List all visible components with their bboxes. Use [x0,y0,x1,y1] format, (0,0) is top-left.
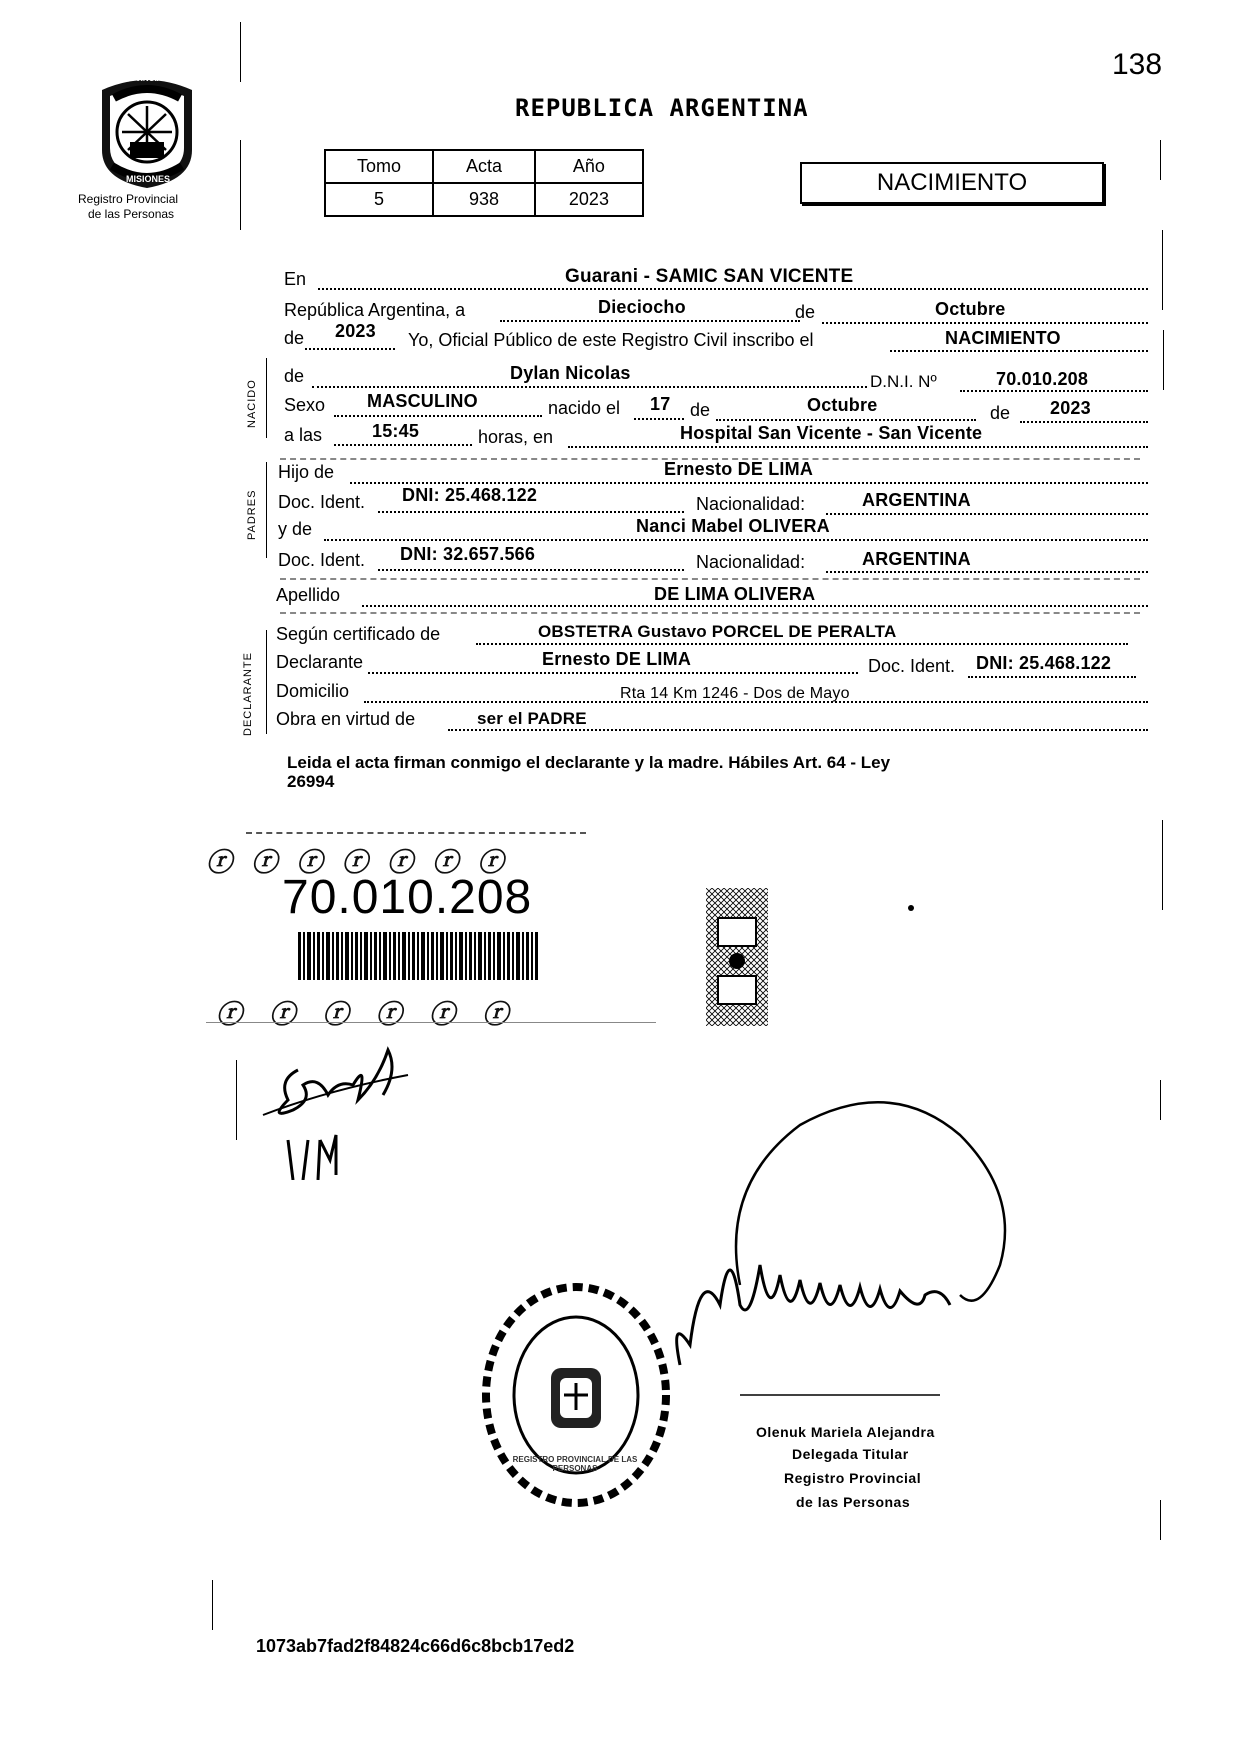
declarant-document: DNI: 25.468.122 [976,653,1112,673]
label-en: En [284,269,307,289]
officer-office-line2: de las Personas [796,1494,911,1510]
country-title: REPUBLICA ARGENTINA [515,94,809,122]
label-nacido-el: nacido el [548,398,621,418]
birth-day: 17 [650,394,671,414]
registry-mark-icon: ⓡ [477,847,510,877]
dotted-line [968,676,1136,678]
official-stamp-icon [476,1280,676,1510]
dotted-line [634,418,684,420]
label-nacionalidad-2: Nacionalidad: [696,552,806,572]
label-declarante: Declarante [276,652,364,672]
separator-dash [280,578,1140,580]
record-table-cell: 938 [433,183,535,216]
section-label-nacido: NACIDO [246,379,258,428]
stamp-text: REGISTRO PROVINCIAL DE LAS PERSONAS [512,1455,638,1473]
record-table-header: Acta [433,150,535,183]
registry-mark-icon: ⓡ [432,847,465,877]
registry-mark-icon: ⓡ [269,999,306,1029]
dotted-line [476,643,1128,645]
label-segun-certificado: Según certificado de [276,624,441,644]
officer-office-line1: Registro Provincial [784,1470,922,1486]
dotted-line [378,511,684,513]
declarant-signature-icon [258,1040,428,1180]
hologram-seal-icon [706,888,768,1026]
registration-year: 2023 [335,321,376,341]
act-type: NACIMIENTO [945,328,1061,348]
father-nationality: ARGENTINA [862,490,971,510]
left-margin-line [240,140,241,230]
declarant-name: Ernesto DE LIMA [542,649,692,669]
child-dni: 70.010.208 [996,369,1089,389]
right-margin-line [1162,820,1163,910]
sticker-bottom-line [206,1022,656,1023]
shield-emblem-icon [92,70,202,190]
separator-dash [280,612,1140,614]
registration-month: Octubre [935,299,1006,319]
birth-place: Hospital San Vicente - San Vicente [680,423,983,443]
label-obra-en-virtud: Obra en virtud de [276,709,416,729]
right-margin-line [1160,140,1161,180]
right-margin-line [1163,330,1164,390]
dotted-line [324,539,1148,541]
mother-nationality: ARGENTINA [862,549,971,569]
mother-name: Nanci Mabel OLIVERA [636,516,830,536]
dotted-line [312,386,867,388]
barcode-icon [298,932,538,980]
registry-mark-icon: ⓡ [341,847,374,877]
left-margin-line [212,1580,213,1630]
label-doc-ident-1: Doc. Ident. [278,492,366,512]
label-nacionalidad-1: Nacionalidad: [696,494,806,514]
child-name: Dylan Nicolas [510,363,631,383]
dotted-line [822,322,1148,324]
dotted-line [305,348,395,350]
birth-year: 2023 [1050,398,1091,418]
record-table-header-row [325,150,643,183]
right-margin-line [1160,1080,1161,1120]
officer-signature-icon [660,1065,1040,1405]
registry-mark-icon: ⓡ [482,999,519,1029]
label-hijo-de: Hijo de [278,462,335,482]
registry-mark-icon: ⓡ [429,999,466,1029]
document-hash: 1073ab7fad2f84824c66d6c8bcb17ed2 [256,1636,575,1656]
declarant-reason: ser el PADRE [477,709,587,728]
registrar-statement: Yo, Oficial Público de este Registro Civil inscribo el [408,330,814,350]
birth-certificate-issuer: OBSTETRA Gustavo PORCEL DE PERALTA [538,622,897,641]
label-apellido: Apellido [276,585,341,605]
dotted-line [716,419,976,421]
label-name-de: de [284,366,305,386]
dotted-line [334,444,472,446]
registry-mark-icon: ⓡ [251,847,284,877]
registry-name-line2: de las Personas [88,207,175,221]
officer-name: Olenuk Mariela Alejandra [756,1424,935,1440]
closing-statement-line2: 26994 [287,772,335,791]
record-table-header: Año [535,150,643,183]
father-document: DNI: 25.468.122 [402,485,538,505]
label-doc-ident-2: Doc. Ident. [278,550,366,570]
dotted-line [1020,421,1148,423]
record-table-cell: 5 [325,183,433,216]
label-y-de: y de [278,519,313,539]
id-sticker [206,830,656,1029]
sticker-top-dash [246,832,586,834]
label-de: de [795,302,816,322]
dotted-line [960,390,1148,392]
closing-statement-line1: Leida el acta firman conmigo el declarante y la madre. Hábiles Art. 64 - Ley [287,753,891,772]
dotted-line [362,605,1148,607]
logo-caption-top: PROVINCIA DE [118,74,176,83]
registry-mark-icon: ⓡ [216,999,253,1029]
label-domicilio: Domicilio [276,681,350,701]
logo-caption-bottom: MISIONES [126,174,171,184]
registry-mark-icon: ⓡ [375,999,412,1029]
dotted-line [378,569,684,571]
label-horas-en: horas, en [478,427,554,447]
record-table-value-row [325,183,643,216]
section-divider [266,358,267,438]
registry-mark-icon: ⓡ [296,847,329,877]
declarant-address: Rta 14 Km 1246 - Dos de Mayo [620,685,850,702]
registration-day: Dieciocho [598,297,686,317]
birth-registry-place: Guarani - SAMIC SAN VICENTE [565,266,854,287]
dotted-line [890,350,1148,352]
registry-logo [92,70,202,190]
dotted-line [826,571,1148,573]
birth-time: 15:45 [372,421,420,441]
section-divider [266,630,267,734]
sticker-pattern-bottom [216,994,518,1031]
label-doc-ident-3: Doc. Ident. [868,656,956,676]
dotted-line [318,288,1148,290]
label-de-3: de [990,403,1011,423]
record-table-cell: 2023 [535,183,643,216]
sticker-id-number: 70.010.208 [282,871,533,924]
registry-name-line1: Registro Provincial [78,192,179,206]
dotted-line [500,320,800,322]
mother-document: DNI: 32.657.566 [400,544,536,564]
left-margin-line [240,22,241,82]
officer-title: Delegada Titular [792,1446,909,1462]
record-table [324,149,644,217]
child-sex: MASCULINO [367,391,478,411]
page-number: 138 [1112,48,1163,81]
dotted-line [568,446,1148,448]
registry-mark-icon: ⓡ [387,847,420,877]
section-label-declarante: DECLARANTE [242,652,254,736]
label-year-de: de [284,328,305,348]
right-margin-line [1162,230,1163,310]
registry-mark-icon: ⓡ [322,999,359,1029]
label-republica: República Argentina, a [284,300,466,320]
section-label-padres: PADRES [246,489,258,540]
label-de-2: de [690,400,711,420]
dotted-line [334,415,542,417]
label-a-las: a las [284,425,323,445]
right-margin-line [1160,1500,1161,1540]
dotted-line [826,513,1148,515]
left-margin-line [236,1060,237,1140]
dot-mark [908,905,914,911]
label-sexo: Sexo [284,395,326,415]
father-name: Ernesto DE LIMA [664,459,814,479]
record-type-box: NACIMIENTO [800,162,1104,204]
section-divider [266,462,267,558]
child-surname: DE LIMA OLIVERA [654,584,816,604]
dotted-line [368,672,858,674]
record-table-header: Tomo [325,150,433,183]
birth-month: Octubre [807,395,878,415]
label-dni: D.N.I. Nº [870,372,937,391]
registry-mark-icon: ⓡ [206,847,239,877]
